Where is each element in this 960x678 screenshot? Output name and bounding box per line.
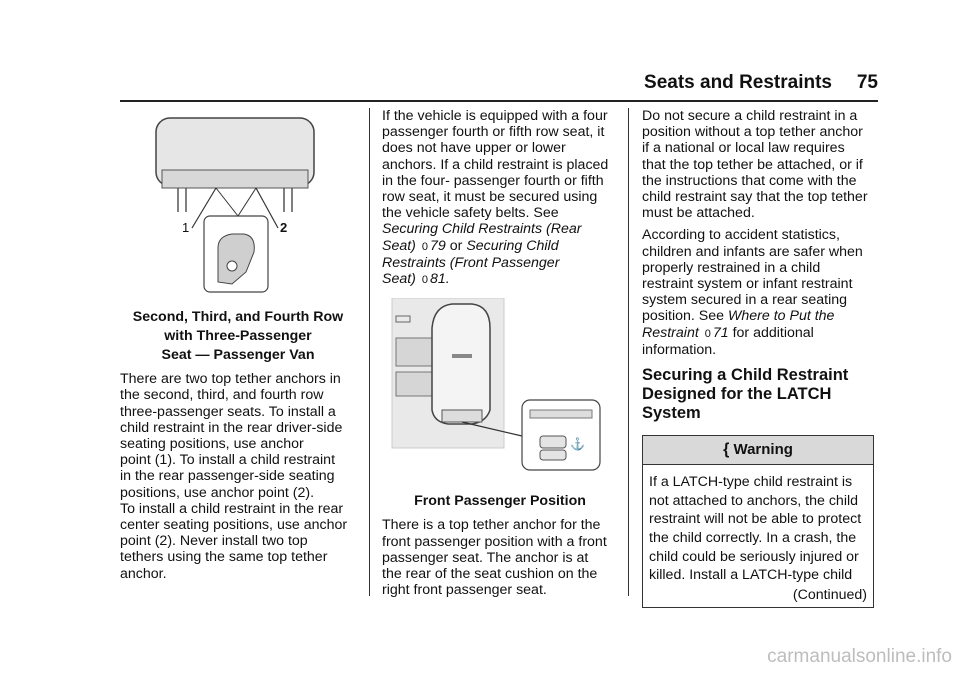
continued-label: (Continued) [792, 586, 867, 603]
seat-back-shape [432, 304, 490, 424]
page-ref-arrow-icon: 0 [421, 240, 428, 253]
xref-securing-front[interactable]: Securing Child [466, 237, 559, 254]
seat-base-shape [162, 170, 308, 188]
figure-caption-1: Second, Third, and Fourth Row with Three-Passenger Seat — Passenger Van [132, 309, 344, 364]
warning-symbol-icon: { [723, 441, 730, 459]
anchor-label-2: 2 [280, 220, 288, 235]
anchor-label-1: 1 [182, 220, 190, 235]
section-subheading: Securing a Child Restraint Designed for the LATCH System [642, 366, 849, 423]
page-ref-arrow-icon: 0 [704, 327, 711, 340]
page-number: 75 [856, 72, 878, 93]
column-2 [382, 108, 618, 604]
seat-tether-diagram [120, 108, 356, 298]
page-link-71[interactable]: 71 [712, 324, 729, 341]
section-title: Seats and Restraints [644, 72, 832, 93]
xref-where-to-put[interactable]: Where to Put the [727, 308, 835, 325]
page-link-79[interactable]: 79 [430, 237, 446, 254]
front-passenger-paragraph: There is a top tether anchor for the front passenger position with a front passenger seat. The anchor is at the rear of the seat cushion on the right front passenger seat. [382, 517, 607, 599]
page-ref-arrow-icon: 0 [421, 274, 428, 287]
warning-body: If a LATCH-type child restraint is not attached to anchors, the child restraint will not be able to protect the child correctly. In a crash, the child could be seriously injured or killed. Install a LATCH-type child [649, 474, 862, 584]
law-requirement-paragraph: Do not secure a child restraint in a position without a top tether anchor if a national or local law requires that the top tether be attached, or if the instructions that come with the child restraint say that the top tether must be attached. [642, 108, 868, 222]
xref-securing-rear[interactable]: Securing Child Restraints (Rear [382, 221, 582, 238]
column-1 [120, 108, 356, 588]
watermark-text: carmanualsonline.info [767, 646, 952, 667]
column-divider-2 [628, 108, 629, 596]
warning-header [643, 436, 873, 465]
warning-title: Warning [733, 441, 793, 459]
svg-text:⚓: ⚓ [570, 437, 585, 452]
page-header [120, 70, 878, 102]
tether-anchor-paragraph: There are two top tether anchors in the second, third, and fourth row three-passenger seats. To install a child restraint in the rear driver-side seating positions, use anchor point (1). To install a child restraint in the rear passenger-side seating positions, use anchor point (2). To install a child restraint in the rear center seating positions, use anchor point (2). Never install two top tethers using the same top tether anchor. [120, 371, 348, 582]
figure-caption-2: Front Passenger Position [414, 493, 586, 510]
fourth-row-paragraph: If the vehicle is equipped with a four passenger fourth or fifth row seat, it does not have upper or lower anchors. If a child restraint is placed in the four- passenger fourth or fifth row seat, it must be secured using the vehicle safety belts. See Securing Child Restraints (Rear Seat) 0 79 or Securing Child Restraints (Front Passenger Seat) 0 81. [382, 108, 609, 288]
page-link-81[interactable]: 81. [430, 271, 450, 288]
warning-box [642, 435, 874, 608]
front-passenger-diagram [382, 298, 618, 484]
statistics-paragraph: According to accident statistics, children and infants are safer when properly restrained in a child restraint system or infant restraint system secured in a rear seating position. See Where to Put the Restraint 0 71 for additional information. [642, 227, 863, 358]
column-divider-1 [369, 108, 370, 596]
column-3 [642, 108, 878, 608]
